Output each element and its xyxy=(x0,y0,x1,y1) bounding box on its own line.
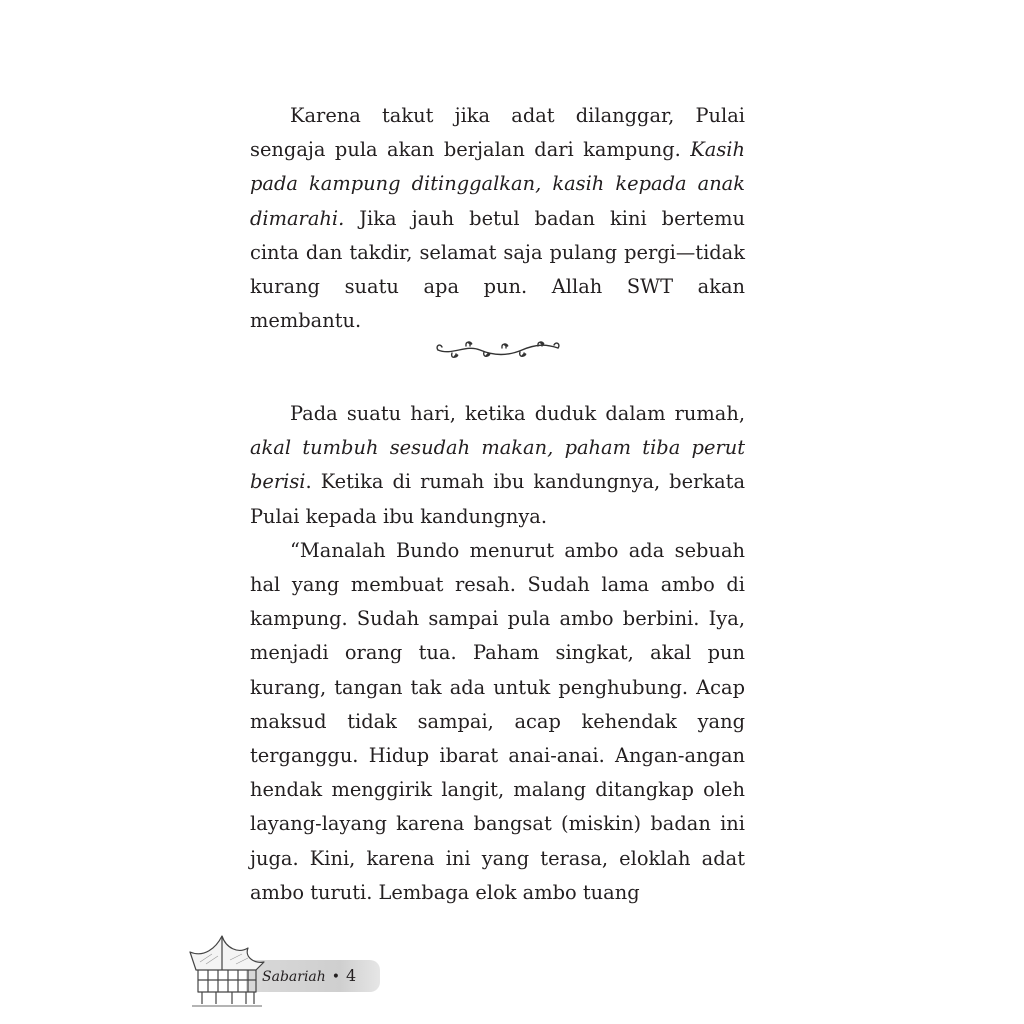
paragraph-1 xyxy=(250,99,745,338)
paragraph-1-italic: Kasih pada kampung ditinggalkan, kasih kepada anak dimarahi. xyxy=(250,138,745,230)
paragraph-2-italic: akal tumbuh sesudah makan, paham tiba perut berisi xyxy=(250,436,745,494)
footer-separator: • xyxy=(331,969,341,985)
paragraph-2-text-a: Pada suatu hari, ketika duduk dalam rumah, xyxy=(290,402,745,425)
paragraph-1-text-b: Jika jauh betul badan kini bertemu cinta dan takdir, selamat saja pulang pergi—tidak kurang suatu apa pun. Allah SWT akan membantu. xyxy=(250,206,745,333)
running-title: Sabariah xyxy=(262,969,326,985)
paragraph-2 xyxy=(250,397,745,534)
text-section-1 xyxy=(250,99,745,338)
page-footer xyxy=(186,918,386,1010)
page-number: 4 xyxy=(346,966,357,985)
running-footer xyxy=(262,962,356,991)
text-section-2 xyxy=(250,397,745,910)
paragraph-1-text-a: Karena takut jika adat dilanggar, Pulai sengaja pula akan berjalan dari kampung. xyxy=(250,104,745,162)
vine-ornament-icon xyxy=(432,334,562,364)
paragraph-3: “Manalah Bundo menurut ambo ada sebuah hal yang membuat resah. Sudah lama ambo di kampung. Sudah sampai pula ambo berbini. Iya, menjadi orang tua. Paham singkat, akal pun kurang, tangan tak ada untuk penghubung. Acap maksud tidak sampai, acap kehendak yang terganggu. Hidup ibarat anai-anai. Angan-angan hendak menggirik langit, malang ditangkap oleh layang-layang karena bangsat (miskin) badan ini juga. Kini, karena ini yang terasa, eloklah adat ambo turuti. Lembaga elok ambo tuang xyxy=(250,538,745,904)
rumah-gadang-house-icon xyxy=(186,918,266,1010)
paragraph-2-text-b: . Ketika di rumah ibu kandungnya, berkata Pulai kepada ibu kandungnya. xyxy=(250,470,745,528)
